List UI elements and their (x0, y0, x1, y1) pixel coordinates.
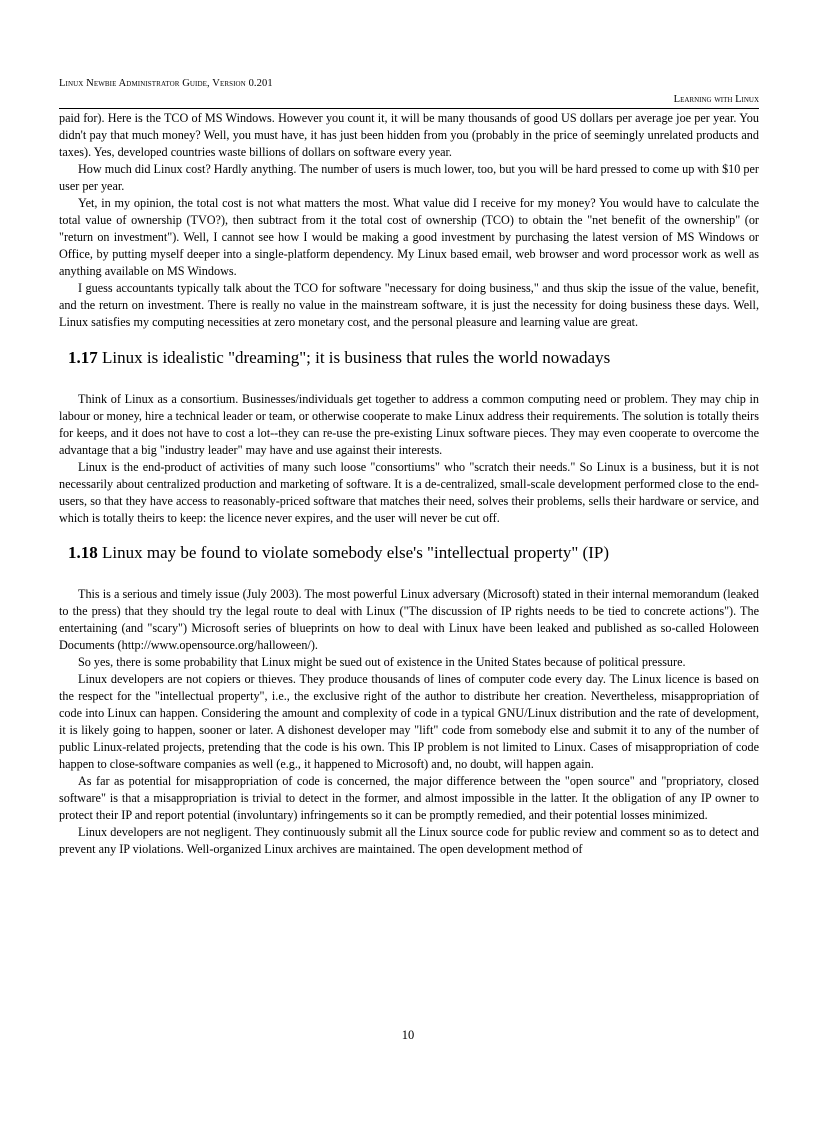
paragraph: How much did Linux cost? Hardly anything. The number of users is much lower, too, but you will be hard pressed to come up with $10 per user per year. (59, 162, 759, 193)
section-title: Linux is idealistic "dreaming"; it is business that rules the world nowadays (102, 348, 611, 367)
paragraph: So yes, there is some probability that Linux might be sued out of existence in the United States because of political pressure. (78, 655, 686, 669)
paragraph: Linux developers are not negligent. They continuously submit all the Linux source code for public review and comment so as to detect and prevent any IP violations. Well-organized Linux archives are maintained. The open development method of (59, 825, 759, 856)
section-number: 1.18 (68, 543, 98, 562)
paragraph: paid for). Here is the TCO of MS Windows. However you count it, it will be many thousands of good US dollars per average joe per year. You didn't pay that much money? Well, you must have, it has just been hidden from you (probably in the price of seemingly unrelated products and taxes). Yes, developed countries waste billions of dollars on software every year. (59, 111, 759, 159)
page-number: 10 (401, 1028, 415, 1042)
paragraph: Yet, in my opinion, the total cost is not what matters the most. What value did I receive for my money? You would have to calculate the total value of ownership (TVO?), then subtract from it the total cost of ownership (TCO) to obtain the "net benefit of the ownership" (or "return on investment"). Well, I cannot see how I would be making a good investment by purchasing the latest version of MS Windows or Office, by putting myself deeper into a single-platform dependency. My Linux based email, web browser and word processor work as well as anything available on MS Windows. (59, 196, 759, 278)
section-heading-1-17 (59, 348, 759, 368)
section-heading-1-18 (59, 543, 759, 563)
paragraph: This is a serious and timely issue (July 2003). The most powerful Linux adversary (Microsoft) stated in their internal memorandum (leaked to the press) that they should try the legal route to deal with Linux ("The discussion of IP rights needs to be tied to concrete actions"). The entertaining (and "scary") Microsoft series of blueprints on how to deal with Linux have been leaked and published as so-called Holoween Documents (http://www.opensource.org/halloween/). (59, 587, 759, 652)
paragraph: I guess accountants typically talk about the TCO for software "necessary for doing business," and thus skip the issue of the value, benefit, and the return on investment. There is really no value in the mainstream software, it is just the necessity for doing business these days. Well, Linux satisfies my computing necessities at zero monetary cost, and the personal pleasure and learning value are great. (59, 281, 759, 329)
running-header-chapter: Learning with Linux (673, 94, 759, 105)
paragraph: Linux developers are not copiers or thieves. They produce thousands of lines of computer code every day. The Linux licence is based on the respect for the "intellectual property", i.e., the exclusive right of the author to distribute her creation. Nevertheless, misappropriation of code into Linux can happen. Considering the amount and complexity of code in a typical GNU/Linux distribution and the rate of development, it is likely going to happen, sooner or later. A dishonest developer may "lift" code from somebody else and submit it to any of the number of public Linux-related projects, pretending that the code is his own. This IP problem is not limited to Linux. Cases of misappropriation of code happen to close-software companies as well (e.g., it happened to Microsoft) and, no doubt, will happen again. (59, 672, 759, 771)
page-body (59, 110, 759, 858)
paragraph: Think of Linux as a consortium. Businesses/individuals get together to address a common computing need or problem. They may chip in labour or money, hire a technical leader or team, or otherwise cooperate to make Linux address their requirements. The solution is totally theirs for keeps, and it does not have to cost a lot--they can re-use the pre-existing Linux software pieces. They may even cooperate to overcome the advantage that a big "industry leader" may have and use against their interests. (59, 392, 759, 457)
section-title: Linux may be found to violate somebody else's "intellectual property" (IP) (102, 543, 609, 562)
header-divider (59, 108, 759, 109)
running-header-title: Linux Newbie Administrator Guide, Version 0.201 (59, 78, 273, 89)
section-number: 1.17 (68, 348, 98, 367)
paragraph: As far as potential for misappropriation of code is concerned, the major difference between the "open source" and "propriatory, closed software" is that a misappropriation is trivial to detect in the former, and almost impossible in the latter. It the obligation of any IP owner to protect their IP and report potential (involuntary) infringements so it can be promptly remedied, and their potential losses minimized. (59, 774, 759, 822)
paragraph: Linux is the end-product of activities of many such loose "consortiums" who "scratch their needs." So Linux is a business, but it is not necessarily about centralized production and marketing of software. It is a de-centralized, small-scale development performed close to the end-users, so that they have access to reasonably-priced software that matches their need, solves their problems, sells their hardware or service, and which is totally theirs to keep: the licence never expires, and the user will never be cut off. (59, 460, 759, 525)
